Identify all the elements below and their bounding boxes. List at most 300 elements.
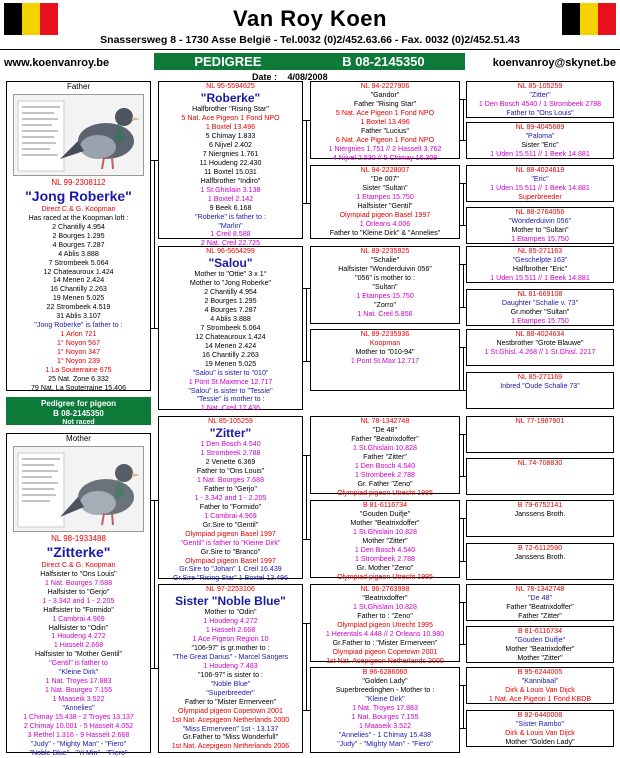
gen2-pigeon-box <box>158 81 303 248</box>
pedigree-line: 16 Chantilly 2.263 <box>202 350 259 359</box>
pedigree-line: "106-97" is gr.mother to : <box>191 644 270 653</box>
father-performance-list <box>7 205 150 393</box>
pedigree-line: "Kleine Dirk" <box>365 694 405 703</box>
pedigree-line: Olympiad pigeon Copetown 2001 <box>332 647 438 656</box>
pedigree-line: 1 St.Ghislain 10.828 <box>353 443 417 452</box>
pedigree-line: Father "Rising Star" <box>353 99 417 108</box>
pedigree-line: 1 Etampes 15.750 <box>511 234 569 243</box>
gen4-pigeon-box <box>466 81 614 118</box>
pedigree-line: Mother to "010-94" <box>355 347 415 356</box>
gen4-pigeon-box <box>466 329 614 366</box>
pedigree-line: 79 Nat. La Souterraine 15.406 <box>30 383 127 392</box>
pedigree-line: "Sister Rambo" <box>515 719 564 728</box>
pedigree-line: Gr. Father "Zeno" <box>357 479 413 488</box>
pedigree-line: 1 Arlon 721 <box>60 330 97 339</box>
pedigree-line: Olympiad pigeon Basel 1997 <box>339 210 431 219</box>
pedigree-line: Mother "Zitter" <box>362 536 408 545</box>
pigeon-image <box>14 95 145 177</box>
gen4-pigeon-box <box>466 165 614 202</box>
pedigree-line: 3 Rethel 1.316 - 9 Hasselt 2.668 <box>27 730 130 739</box>
pedigree-line: "Annelies" - 1 Chimay 15.438 <box>338 730 432 739</box>
connector-line <box>154 160 155 328</box>
connector-line <box>303 361 310 362</box>
mother-photo <box>13 446 144 532</box>
connector-line <box>303 203 310 204</box>
pedigree-line: Father "Zitter" <box>518 611 562 620</box>
pedigree-line: Dirk & Louis Van Dijck <box>505 728 575 737</box>
pigeon-ring: NL 78-1342748 <box>360 417 410 425</box>
mother-panel <box>6 433 151 757</box>
pedigree-line: Olympiad pigeon Utrecht 1995 <box>337 488 433 497</box>
pedigree-line: Father to "Ons Louis" <box>506 108 574 117</box>
pedigree-line: Dirk & Louis Van Dijck <box>505 685 575 694</box>
gen4-pigeon-box <box>466 416 614 453</box>
pedigree-line: Has raced at the Koopman loft : <box>28 213 129 222</box>
pedigree-line: 1 Pont St.Maxence 12.717 <box>188 377 273 386</box>
pedigree-line: 1 Etampes 15.750 <box>511 316 569 325</box>
connector-line <box>303 539 310 540</box>
pigeon-name: "Beatrixdoffer" <box>362 593 408 602</box>
pedigree-line: 2 Chimay 10.001 - 5 Hasselt 4.052 <box>23 721 134 730</box>
pedigree-line: Gr.mother "Sultan" <box>510 307 570 316</box>
pigeon-ring: NL 94-2228007 <box>360 166 410 174</box>
connector-line <box>306 623 307 710</box>
pedigree-line: "Geschelpte 163" <box>512 255 568 264</box>
pedigree-line: Gr.Father to "Miss Wonderfull" <box>182 733 279 742</box>
pedigree-line: Sister "Sultan" <box>362 183 408 192</box>
pedigree-line: 1 Houdeng 4.272 <box>203 617 258 626</box>
pedigree-line: Father "Beatrixdoffer" <box>506 602 574 611</box>
pedigree-line: 1 La Souterraine 675 <box>45 365 112 374</box>
gen3-pigeon-box <box>310 329 460 391</box>
connector-line <box>306 120 307 203</box>
pedigree-line: Gr.Father to : "Mister Ermerveen" <box>332 638 438 647</box>
pigeon-name: "Gouden Duifje" <box>359 509 411 518</box>
pigeon-ring: NL 89-4045689 <box>515 123 565 131</box>
pigeon-ring: NL 88-4024634 <box>515 330 565 338</box>
gen3-pigeon-box <box>310 165 460 239</box>
pedigree-line: 5 Nat. Ace Pigeon 1 Fond NPO <box>181 114 280 123</box>
pedigree-line: "Miss Ermerveen" 1st - 13.137 <box>182 724 279 733</box>
pigeon-ring: NL 81-669108 <box>517 290 563 298</box>
pedigree-line: Mother to "Odin" <box>204 608 257 617</box>
pedigree-line: "Zorro" <box>374 300 396 309</box>
pedigree-line: Mother to "Sultan" <box>511 225 569 234</box>
pigeon-ring: B 72-6112590 <box>517 544 563 552</box>
pigeon-image <box>14 447 145 533</box>
pigeon-id-status: Not raced <box>62 419 95 426</box>
pedigree-line: 1 Strombeek 2.788 <box>355 470 415 479</box>
pedigree-line: 1 St.Ghislain 10.828 <box>353 527 417 536</box>
father-label: Father <box>66 82 91 91</box>
pedigree-line: 1 St.Ghisl. 4.268 // 1 St.Ghisl. 2217 <box>484 347 596 356</box>
pedigree-line: 16 Chantilly 2.263 <box>50 285 107 294</box>
pigeon-ring: NL 94-2227906 <box>360 82 410 90</box>
pigeon-name: "Zitter" <box>209 425 252 440</box>
pedigree-line: 14 Menen 2.424 <box>204 341 257 350</box>
pedigree-line: Koopman <box>369 338 401 347</box>
pedigree-line: "106-97" is sister to : <box>198 670 263 679</box>
pedigree-line: "Salou" is sister to "010" <box>192 368 269 377</box>
pedigree-line: 22 Strombeek 4.519 <box>46 303 111 312</box>
connector-line <box>463 602 464 644</box>
pedigree-line: 1st Nat. Acepigeon Netherlands 2000 <box>326 656 444 665</box>
pedigree-line: 2 Venette 6.369 <box>205 458 256 467</box>
pedigree-line: Halfbrother "Eric" <box>512 264 568 273</box>
pedigree-line: 1 Houdeng 4.272 <box>51 632 106 641</box>
pigeon-ring: NL 96-5654299 <box>206 247 255 255</box>
pigeon-name: "Schalie" <box>370 255 400 264</box>
pedigree-line: "Gouden Duifje" <box>514 635 566 644</box>
gen4-pigeon-box <box>466 543 614 580</box>
pedigree-line: 1 Nat. Creil 17.436 <box>200 404 261 413</box>
pedigree-line: 1 Etampes 15.750 <box>356 192 414 201</box>
pigeon-ring: NL 85-271163 <box>517 247 563 255</box>
pedigree-line: 6 Nijvel 2.402 <box>209 141 252 150</box>
pedigree-line: 1 Herentals 4.448 // 2 Orleans 10.980 <box>325 629 445 638</box>
header-divider <box>0 49 620 50</box>
connector-line <box>306 288 307 361</box>
gen4-pigeon-box <box>466 122 614 159</box>
pedigree-line: Gr. Mother "Zeno" <box>356 563 414 572</box>
pedigree-line: "Marlin" <box>218 221 243 230</box>
pedigree-line: Halfsister to "Formido" <box>43 605 114 614</box>
pedigree-line: 1 Nat. Bourges 7.688 <box>44 578 113 587</box>
gen3-pigeon-box <box>310 667 460 753</box>
pedigree-line: Halfsister "Wonderduivin 056" <box>338 264 432 273</box>
pedigree-line: 1st Nat. Acepigeon Netherlands 2006 <box>171 742 290 751</box>
pedigree-line: Mother to "Jong Roberke" <box>189 279 272 288</box>
pedigree-line: Nestbrother "Grote Blauwe" <box>496 338 584 347</box>
pedigree-line: Superbreedinghen - Mother to : <box>335 685 435 694</box>
connector-line <box>463 264 464 307</box>
connector-line <box>463 347 464 390</box>
pedigree-line: 1 Ace Pigeon Region 10 <box>192 635 269 644</box>
pedigree-line: Halfbrother "Rising Star" <box>192 105 269 114</box>
page-title: Van Roy Koen <box>233 6 387 31</box>
gen3-pigeon-box <box>310 584 460 665</box>
pigeon-name: "Roberke" <box>200 90 261 105</box>
pigeon-ring: NL 97-2253106 <box>206 585 255 593</box>
pedigree-line: 14 Menen 2.424 <box>52 276 105 285</box>
pedigree-line: 4 Ablis 3.888 <box>58 249 99 258</box>
pedigree-line: Gr.Sire to "Johan" 1 Creil 16.439 <box>179 565 282 574</box>
pedigree-line: "Judy" - "Mighty Man" - "Fiero" <box>337 739 433 748</box>
pigeon-id-ring: B 08-2145350 <box>53 409 104 418</box>
date-label: Date : <box>252 72 278 82</box>
pigeon-ring: B 95-6244005 <box>517 668 563 676</box>
pedigree-line: Olympiad pigeon Copetown 2001 <box>178 706 283 715</box>
gen4-pigeon-box <box>466 626 614 663</box>
mother-label: Mother <box>66 434 91 443</box>
pedigree-line: "Annelies" <box>62 703 95 712</box>
website-link[interactable]: www.koenvanroy.be <box>4 57 110 69</box>
pedigree-line: 31 Ablis 3.107 <box>56 312 101 321</box>
pedigree-line: "Eric" <box>531 174 549 183</box>
pedigree-line: 1 St.Ghislain 3.138 <box>200 185 261 194</box>
pedigree-line: "Roberke" is father to : <box>195 212 266 221</box>
pedigree-line: 1 Nat. Troyes 17.883 <box>45 677 112 686</box>
pedigree-line: 4 Ablis 3.888 <box>210 315 251 324</box>
pedigree-line: Gr.Sire to "Gentil" <box>202 520 259 529</box>
pedigree-line: 7 Niergnies 1.761 <box>202 150 259 159</box>
pedigree-line: 1 Strombeek 2.788 <box>200 449 261 458</box>
pedigree-line: 2 Bourges 1.295 <box>204 297 257 306</box>
father-name: "Jong Roberke" <box>25 188 132 205</box>
connector-line <box>463 434 464 476</box>
gen4-pigeon-box <box>466 372 614 409</box>
connector-line <box>306 455 307 539</box>
pedigree-line: 4 Bourges 7.287 <box>204 306 257 315</box>
pedigree-line: 7 Strombeek 5.064 <box>48 258 109 267</box>
pedigree-line: "Paloma" <box>525 131 555 140</box>
pedigree-line: 1 Etampes 15.750 <box>356 291 414 300</box>
pedigree-line: Father "Beatrixdoffer" <box>351 434 419 443</box>
connector-line <box>151 668 158 669</box>
pedigree-line: Olympiad pigeon Utrecht 1995 <box>337 572 433 581</box>
pedigree-line: Daughter "Schalie v. 73" <box>501 298 579 307</box>
pedigree-line: "Gentil" is father to <box>49 659 108 668</box>
pedigree-line: 1 Maaseik 3.522 <box>358 721 412 730</box>
date-value: 4/08/2008 <box>287 72 328 82</box>
gen4-pigeon-box <box>466 500 614 537</box>
pigeon-ring: NL 96-2763998 <box>360 585 410 593</box>
pedigree-line: 1 Den Bosch 4.540 <box>200 440 261 449</box>
pedigree-line: "Tessie" is mother to : <box>196 395 265 404</box>
pedigree-line: 11 Houdeng 22.430 <box>199 158 262 167</box>
pedigree-line: Father "Lucius" <box>360 126 409 135</box>
pedigree-line: Direct C.& G. Koopman <box>41 560 116 569</box>
pedigree-line: 1 Uden 15.511 // 1 Beek 14.881 <box>490 183 590 192</box>
pedigree-line: 1 Houdeng 7.483 <box>203 661 258 670</box>
connector-line <box>154 500 155 668</box>
pedigree-line: Janssens Broth. <box>514 552 566 561</box>
gen4-pigeon-box <box>466 289 614 326</box>
pedigree-line: 2 Nat. Creil 22.725 <box>200 239 261 248</box>
pedigree-line: Father to "Mister Ermerveen" <box>184 697 277 706</box>
pedigree-line: "Sultan" <box>372 282 398 291</box>
pedigree-line: 1 Boxtel 13.496 <box>205 123 256 132</box>
pedigree-line: 1 Chimay 15.438 - 2 Troyes 13.137 <box>23 712 134 721</box>
pedigree-line: 6 Nat. Ace Pigeon 1 Fond NPO <box>335 135 435 144</box>
gen3-pigeon-box <box>310 246 460 324</box>
pedigree-line: 1 - 3.342 and 1 - 2.205 <box>42 596 115 605</box>
pigeon-ring: NL 95-5594625 <box>206 82 255 90</box>
pigeon-ring: NL 77-1987901 <box>515 417 565 425</box>
pigeon-ring: B 92-6440008 <box>517 711 563 719</box>
pedigree-line: "Salou" is sister to "Tessie" <box>188 386 273 395</box>
pedigree-line: Halfsister to "Mother Gentil" <box>34 650 123 659</box>
pedigree-line: 11 Boxtel 15.031 <box>204 167 257 176</box>
pedigree-line: 9 Beek 6.168 <box>209 203 252 212</box>
pigeon-ring: NL 74-708830 <box>517 459 563 467</box>
pedigree-line: 1 Nat. Bourges 7.155 <box>44 686 113 695</box>
pedigree-line: 1st Nat. Acepigeon Netherlands 2000 <box>171 715 290 724</box>
pedigree-line: Father "Zitter" <box>363 452 407 461</box>
pigeon-ring: B 79-6752141 <box>517 501 563 509</box>
pedigree-line: Gr.Sire to "Branco" <box>200 547 261 556</box>
pedigree-line: 12 Chateauroux 1.424 <box>43 267 114 276</box>
pedigree-line: Olympiad pigeon Basel 1997 <box>185 556 276 565</box>
pedigree-line: "Kleine Dirk" <box>58 668 99 677</box>
pedigree-line: "Judy" - "Mighty Man" - "Fiero" <box>30 739 127 748</box>
pedigree-line: Direct C.& G. Koopman <box>41 204 116 213</box>
pedigree-line: Halfsister to "Gerjo" <box>47 587 110 596</box>
father-photo <box>13 94 144 176</box>
pedigree-line: "Noble Blue" - "Yi Min" - "Fiero" <box>29 748 128 757</box>
gen3-pigeon-box <box>310 81 460 162</box>
pedigree-line: "De 48" <box>528 593 552 602</box>
pigeon-ring: B 81-6116734 <box>362 501 408 509</box>
pedigree-line: 1 Maaseik 3.522 <box>52 695 105 704</box>
pedigree-line: Father to "Ons Louis" <box>196 467 265 476</box>
pedigree-line: "056" is mother to : <box>355 273 415 282</box>
gen4-pigeon-box <box>466 458 614 495</box>
pigeon-name: "Golden Lady" <box>362 676 408 685</box>
pedigree-line: 2 Chantilly 4.954 <box>204 288 257 297</box>
pedigree-line: 1 St.Ghislain 10.828 <box>353 602 417 611</box>
pedigree-line: Gr.Sire "Rising Star" 1 Boxtel 13.496 <box>172 574 289 583</box>
gen4-pigeon-box <box>466 710 614 747</box>
father-ring: NL 99-2308112 <box>51 178 106 188</box>
pigeon-name: "De 007" <box>371 174 399 183</box>
gen2-pigeon-box <box>158 584 303 753</box>
pedigree-line: 25 Nat. Zone 6.332 <box>48 374 109 383</box>
pigeon-ring: NL 85-271169 <box>517 373 563 381</box>
pigeon-name: Sister "Noble Blue" <box>175 593 286 608</box>
pedigree-line: Inbred "Oude Schalie 73" <box>500 381 580 390</box>
gen3-pigeon-box <box>310 416 460 497</box>
pedigree-line: Olympiad pigeon Basel 1997 <box>185 529 276 538</box>
pedigree-line: Mother "Zitter" <box>517 653 563 662</box>
pedigree-line: 1 Nat. Troyes 17.883 <box>352 703 418 712</box>
pedigree-line: 1 Nat. Bourges 7.688 <box>196 476 265 485</box>
pedigree-line: "Gentil" is father to "Kleine Dirk" <box>180 538 281 547</box>
pedigree-line: 1 Hasselt 2.668 <box>205 626 256 635</box>
pedigree-line: Mother to "Ottie" 3 x 1° <box>194 270 267 279</box>
pedigree-line: Father to : "Zeno" <box>357 611 413 620</box>
pedigree-line: "Zitter" <box>529 90 551 99</box>
pigeon-ring: B 81-6116734 <box>517 627 563 635</box>
connector-line <box>151 328 158 329</box>
pedigree-line: 2 Chantilly 4.954 <box>52 222 105 231</box>
pedigree-line: 1° Noyon 567 <box>56 339 101 348</box>
pedigree-line: 1 Boxtel 2.142 <box>207 194 254 203</box>
pedigree-line: "Wonderduivin 056" <box>508 216 572 225</box>
pedigree-line: 1° Noyon 347 <box>56 347 101 356</box>
pigeon-ring: B 96-6286060 <box>362 668 408 676</box>
pedigree-line: 1 Nat. Ace Pigeon 1 Fond KBDB <box>488 694 592 703</box>
pedigree-line: Mother "Golden Lady" <box>505 737 575 746</box>
pedigree-line: 1 Hasselt 2.668 <box>53 641 104 650</box>
pedigree-line: 1 Creil 8.588 <box>210 230 251 239</box>
pedigree-line: 5 Chimay 1.833 <box>205 132 256 141</box>
gen2-pigeon-box <box>158 416 303 583</box>
mother-name: "Zitterke" <box>46 544 111 561</box>
pedigree-line: 4 Bourges 7.287 <box>52 240 105 249</box>
pedigree-line: 1° Noyon 239 <box>56 356 101 365</box>
pedigree-line: 1 Cambrai 4.969 <box>204 511 257 520</box>
pedigree-label: PEDIGREE <box>194 54 262 69</box>
pigeon-ring: NL 88-4024619 <box>515 166 565 174</box>
pigeon-ring: NL 88-2764056 <box>515 208 565 216</box>
gen4-pigeon-box <box>466 584 614 621</box>
pedigree-banner <box>154 53 465 70</box>
pedigree-line: 1 Den Bosch 4540 / 1 Strombeek 2788 <box>478 99 602 108</box>
pigeon-id-box <box>6 397 151 425</box>
gen4-pigeon-box <box>466 246 614 283</box>
pigeon-ring: NL 85-105259 <box>208 417 253 425</box>
pedigree-line: Halfsister to "Ons Louis" <box>40 569 117 578</box>
pigeon-name: "De 48" <box>373 425 397 434</box>
pedigree-line: Halfsister to "Odin" <box>48 623 109 632</box>
pedigree-line: "Jong Roberke" is father to : <box>34 321 123 330</box>
pedigree-line: "The Great Darius" - Marcel Sangers <box>172 653 289 662</box>
pedigree-line: 1 Uden 15.511 // 1 Beek 14.881 <box>490 273 590 282</box>
pedigree-line: 1 Den Bosch 4.540 <box>354 461 416 470</box>
pedigree-line: 1 Nat. Creil 5.856 <box>357 309 413 318</box>
address-line: Snassersweg 8 - 1730 Asse België - Tel.0032 (0)2/452.63.66 - Fax. 0032 (0)2/452.51.43 <box>100 34 520 46</box>
connector-line <box>463 518 464 561</box>
pedigree-line: 1 Pont St.Max 12.717 <box>350 356 420 365</box>
pedigree-line: Halfbrother "Indiro" <box>200 176 261 185</box>
pedigree-line: Janssens Broth. <box>514 509 566 518</box>
pedigree-line: Mother "Beatrixdoffer" <box>350 518 420 527</box>
pedigree-line: Superbreeder <box>518 192 562 201</box>
pedigree-line: 1 Boxtel 13.496 <box>360 117 410 126</box>
pigeon-ring: NL 78-1342748 <box>515 585 565 593</box>
pedigree-line: 1 Uden 15.511 // 1 Beek 14.881 <box>490 149 590 158</box>
pigeon-id-line1: Pedigree for pigeon <box>40 399 117 408</box>
pedigree-line: Father to "Gerjo" <box>204 485 257 494</box>
pedigree-line: 1 Niergnies 1.751 // 2 Hasselt 3.762 <box>328 144 442 153</box>
pedigree-line: 7 Strombeek 5.064 <box>200 323 261 332</box>
pedigree-line: 19 Menen 5.025 <box>52 294 105 303</box>
pedigree-line: 12 Chateauroux 1.424 <box>195 332 266 341</box>
gen2-pigeon-box <box>158 246 303 413</box>
pedigree-line: 1 Strombeek 2.788 <box>355 554 415 563</box>
pedigree-line: 1 - 3.342 and 1 - 2.205 <box>194 493 267 502</box>
pedigree-line: 2 Bourges 1.295 <box>52 231 105 240</box>
connector-line <box>463 685 464 728</box>
pedigree-line: Sister "Eric" <box>521 140 559 149</box>
pedigree-line: "Noble Blue" <box>210 679 251 688</box>
pedigree-line: Father to "Kleine Dirk" & "Annelies" <box>329 228 441 237</box>
pedigree-line: 1 Orleans 4.006 <box>359 219 411 228</box>
father-panel <box>6 81 151 391</box>
pedigree-line: 1 Cambrai 4.969 <box>52 614 105 623</box>
connector-line <box>303 710 310 711</box>
connector-line <box>463 183 464 225</box>
email-link[interactable]: koenvanroy@skynet.be <box>492 57 616 69</box>
pigeon-name: "Salou" <box>208 255 253 270</box>
pedigree-line: 4 Nijvel 2.530 // 5 Chimay 16.309 <box>332 153 438 162</box>
gen4-pigeon-box <box>466 667 614 704</box>
pedigree-line: "Kannibaal" <box>521 676 559 685</box>
mother-ring: NL 98-1933488 <box>51 534 106 544</box>
pedigree-line: Mother "Beatrixdoffer" <box>505 644 575 653</box>
pigeon-ring: NL 85-105259 <box>517 82 563 90</box>
pigeon-ring: NL 89-2235925 <box>360 247 410 255</box>
pigeon-name: "Gandor" <box>370 90 400 99</box>
gen4-pigeon-box <box>466 207 614 244</box>
pedigree-line: 1 Den Bosch 4.540 <box>354 545 416 554</box>
pigeon-ring: NL 89-2235936 <box>360 330 410 338</box>
connector-line <box>463 99 464 140</box>
mother-performance-list <box>7 561 150 758</box>
pedigree-line: 5 Nat. Ace Pigeon 1 Fond NPO <box>335 108 435 117</box>
pedigree-ring: B 08-2145350 <box>342 54 425 69</box>
